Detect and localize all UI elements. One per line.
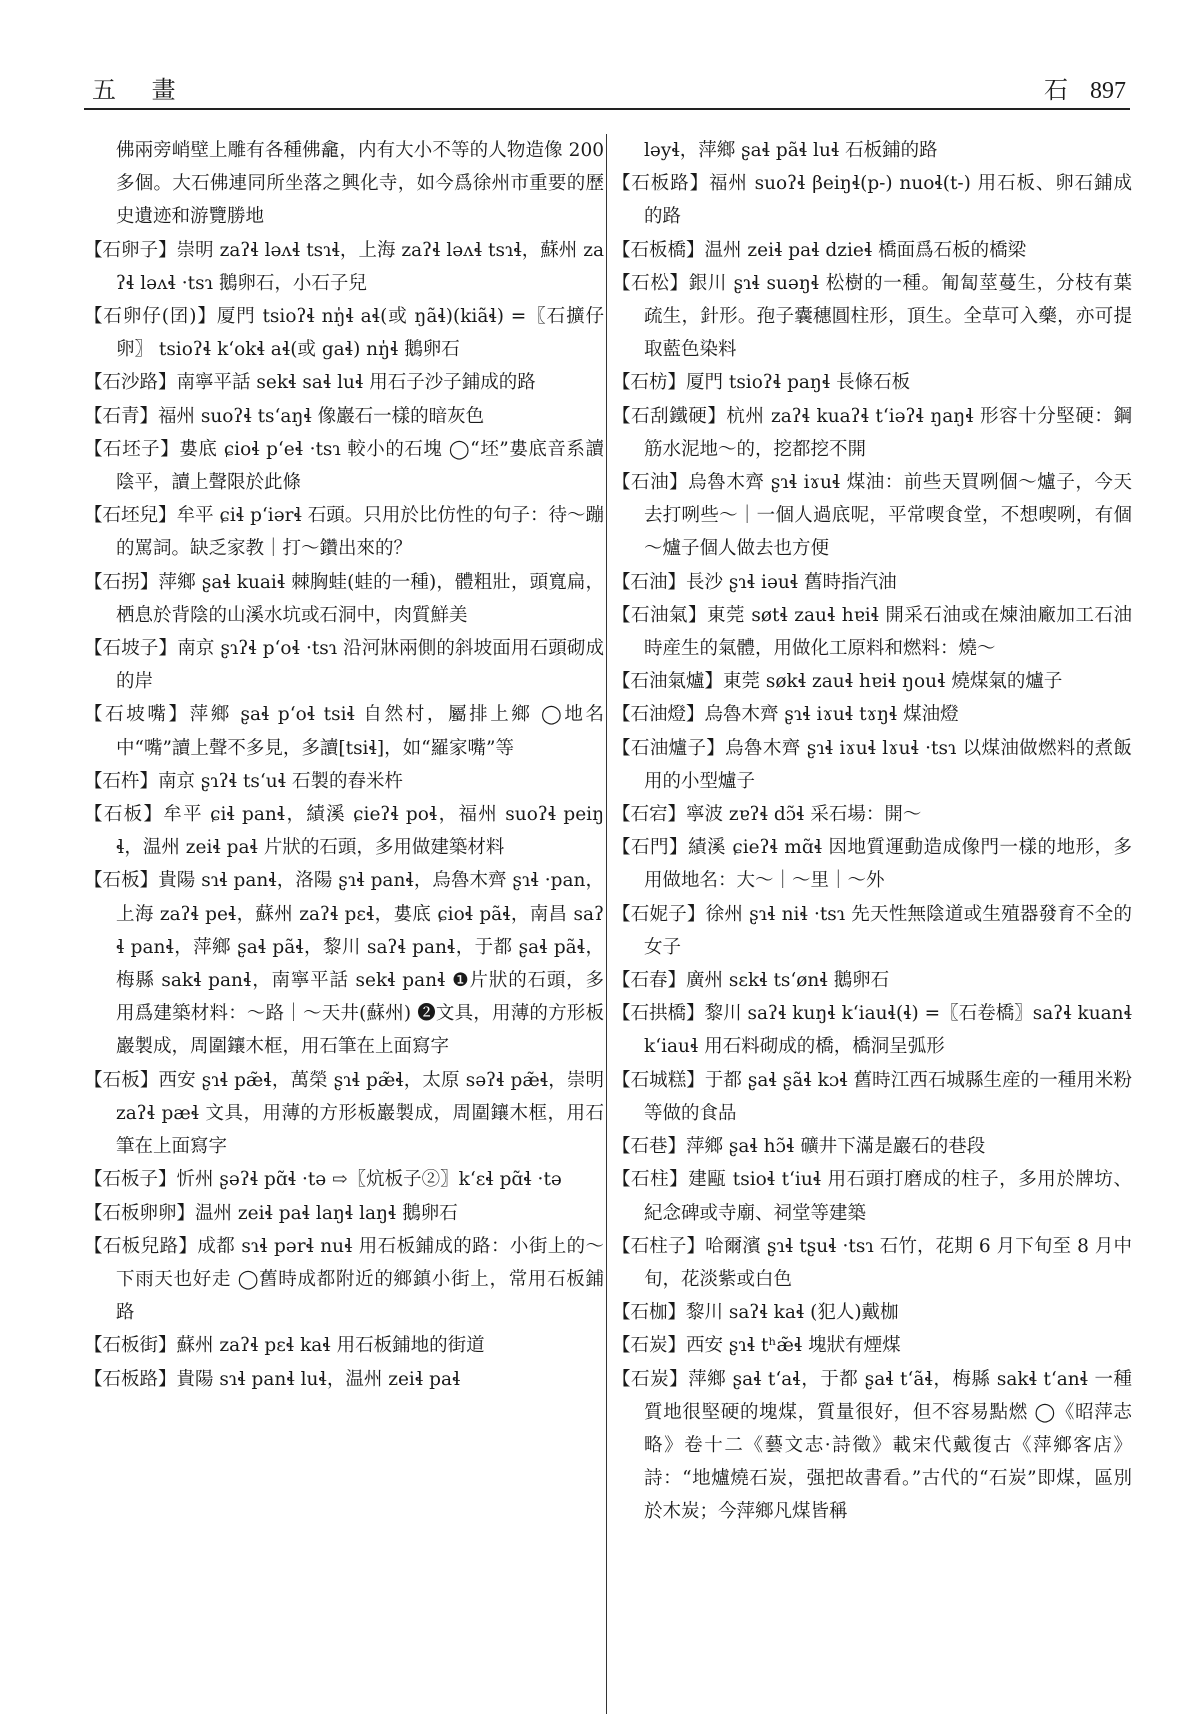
column-divider [606,134,607,1714]
dictionary-entry: 【石板】牟平 ɕiɬ panɬ，績溪 ɕieʔɬ poɬ，福州 suoʔɬ peiŋɬ，温州 zeiɬ paɬ 片狀的石頭，多用做建築材料 [84,804,604,859]
dictionary-entry: ləyɬ，萍鄉 ʂaɬ pãɬ luɬ 石板鋪的路 [644,140,938,161]
dictionary-entry: 【石坯子】婁底 ɕioɬ pʻeɬ ·tsɿ 較小的石塊 ◯“坯”婁底音系讀陰平，讀上聲限於此條 [84,438,604,494]
dictionary-entry: 【石炭】萍鄉 ʂaɬ tʻaɬ，于都 ʂaɬ tʻãɬ，梅縣 sakɬ tʻanɬ 一種質地很堅硬的塊煤，質量很好，但不容易點燃 ◯《昭萍志略》卷十二《藝文志·詩徵》載宋代戴復古《萍鄉客店》詩：“地爐燒石炭，强把故書看。”古代的“石炭”即煤，區別於木炭；今萍鄉凡煤皆稱 [612,1368,1132,1523]
dictionary-entry: 【石枷】黎川 saʔɬ kaɬ (犯人)戴枷 [612,1302,899,1324]
dictionary-entry: 【石板】西安 ʂɿɬ pæ̃ɬ，萬榮 ʂɿɬ pæ̃ɬ，太原 səʔɬ pæ̃ɬ，崇明 zaʔɬ pæɬ 文具，用薄的方形板巖製成，周圍鑲木框，用石筆在上面寫字 [84,1069,604,1158]
dictionary-entry: 【石板街】蘇州 zaʔɬ pɛɬ kaɬ 用石板鋪地的街道 [84,1335,485,1357]
dictionary-entry: 【石卵子】崇明 zaʔɬ ləʌɬ tsɿɬ，上海 zaʔɬ ləʌɬ tsɿɬ，蘇州 zaʔɬ ləʌɬ ·tsɿ 鵝卵石，小石子兒 [84,239,604,294]
dictionary-entry: 【石坯兒】牟平 ɕiɬ pʻiərɬ 石頭。只用於比仿性的句子：待～蹦的罵詞。缺乏家教｜打～鑽出來的？ [84,505,604,560]
dictionary-entry: 【石坡嘴】萍鄉 ʂaɬ pʻoɬ tsiɬ 自然村，屬排上鄉 ◯地名中“嘴”讀上聲不多見，多讀[tsiɬ]，如“羅家嘴”等 [84,704,604,759]
dictionary-entry: 【石松】銀川 ʂɿɬ suəŋɬ 松樹的一種。匍匐莖蔓生，分枝有葉疏生，針形。孢子囊穗圓柱形，頂生。全草可入藥，亦可提取藍色染料 [612,272,1132,361]
dictionary-entry: 【石拱橋】黎川 saʔɬ kuŋɬ kʻiauɬ(ɬ) =〖石卷橋〗saʔɬ kuanɬ kʻiauɬ 用石料砌成的橋，橋洞呈弧形 [612,1003,1132,1058]
dictionary-entry: 【石卵仔(囝)】厦門 tsioʔɬ nŋ̍ɬ aɬ(或 ŋãɬ)(kiãɬ) =〖石擴仔卵〗 tsioʔɬ kʻokɬ aɬ(或 gaɬ) nŋ̍ɬ 鵝卵石 [84,306,604,361]
dictionary-entry: 【石沙路】南寧平話 sekɬ saɬ luɬ 用石子沙子鋪成的路 [84,372,536,394]
dictionary-entry: 【石柱】建甌 tsioɬ tʻiuɬ 用石頭打磨成的柱子，多用於牌坊、紀念碑或寺廟、祠堂等建築 [612,1169,1132,1224]
dictionary-entry: 佛兩旁峭壁上雕有各種佛龕，内有大小不等的人物造像 200 多個。大石佛連同所坐落之興化寺，如今爲徐州市重要的歷史遺迹和游覽勝地 [116,140,604,228]
dictionary-entry: 【石杵】南京 ʂɿʔɬ tsʻuɬ 石製的舂米杵 [84,770,403,792]
dictionary-entry: 【石柱子】哈爾濱 ʂɿɬ tʂuɬ ·tsɿ 石竹，花期 6 月下旬至 8 月中旬，花淡紫或白色 [612,1235,1132,1290]
dictionary-entry: 【石板兒路】成都 sɿɬ pərɬ nuɬ 用石板鋪成的路：小街上的～下雨天也好走 ◯舊時成都附近的鄉鎮小街上，常用石板鋪路 [84,1235,604,1324]
dictionary-entry: 【石油】長沙 ʂɿɬ iəuɬ 舊時指汽油 [612,571,897,593]
header-char: 石 [1044,76,1068,104]
dictionary-entry: 【石坡子】南京 ʂɿʔɬ pʻoɬ ·tsɿ 沿河牀兩側的斜坡面用石頭砌成的岸 [84,638,604,693]
dictionary-entry: 【石板子】忻州 ʂəʔɬ pɑ̃ɬ ·tə ⇨〖炕板子②〗kʻɛɬ pɑ̃ɬ ·tə [84,1169,562,1191]
dictionary-entry: 【石拐】萍鄉 ʂaɬ kuaiɬ 棘胸蛙(蛙的一種)，體粗壯，頭寬扁，栖息於背陰的山溪水坑或石洞中，肉質鮮美 [84,571,604,626]
dictionary-entry: 【石青】福州 suoʔɬ tsʻaŋɬ 像巖石一樣的暗灰色 [84,405,485,427]
dictionary-entry: 【石板路】福州 suoʔɬ βeiŋɬ(p-) nuoɬ(t-) 用石板、卵石鋪成的路 [612,173,1132,228]
section-title: 五 畫 [92,76,190,104]
dictionary-entry: 【石枋】厦門 tsioʔɬ paŋɬ 長條石板 [612,372,911,394]
dictionary-entry: 【石妮子】徐州 ʂɿɬ niɬ ·tsɿ 先天性無陰道或生殖器發育不全的女子 [612,903,1132,958]
dictionary-entry: 【石刮鐵硬】杭州 zaʔɬ kuaʔɬ tʻiəʔɬ ŋaŋɬ 形容十分堅硬：鋼筋水泥地～的，挖都挖不開 [612,405,1132,460]
dictionary-entry: 【石炭】西安 ʂɿɬ tʰæ̃ɬ 塊狀有煙煤 [612,1335,901,1357]
dictionary-entry: 【石巷】萍鄉 ʂaɬ hɔ̃ɬ 礦井下滿是巖石的巷段 [612,1136,986,1158]
dictionary-entry: 【石板橋】温州 zeiɬ paɬ dzieɬ 橋面爲石板的橋梁 [612,239,1027,261]
page-number: 897 [1090,78,1126,104]
header-right [1044,70,1126,105]
dictionary-entry: 【石板路】貴陽 sɿɬ panɬ luɬ，温州 zeiɬ paɬ [84,1368,461,1390]
dictionary-entry: 【石城糕】于都 ʂaɬ ʂãɬ kɔɬ 舊時江西石城縣生産的一種用米粉等做的食品 [612,1069,1132,1124]
dictionary-entry: 【石油氣】東莞 søtɬ zauɬ hɐiɬ 開采石油或在煉油廠加工石油時産生的氣體，用做化工原料和燃料：燒～ [612,604,1132,660]
dictionary-entry: 【石門】績溪 ɕieʔɬ mɑ̃ɬ 因地質運動造成像門一樣的地形，多用做地名：大～｜～里｜～外 [612,837,1132,892]
dictionary-entry: 【石春】廣州 sɛkɬ tsʻønɬ 鵝卵石 [612,970,890,992]
dictionary-entry: 【石油爐子】烏魯木齊 ʂɿɬ iɤuɬ lɤuɬ ·tsɿ 以煤油做燃料的煮飯用的小型爐子 [612,737,1132,792]
dictionary-entry: 【石油氣爐】東莞 søkɬ zauɬ hɐiɬ ŋouɬ 燒煤氣的爐子 [612,671,1063,693]
right-column [612,134,1132,1529]
left-column [84,134,604,1396]
page-header [84,68,1130,110]
dictionary-entry: 【石油燈】烏魯木齊 ʂɿɬ iɤuɬ tɤŋɬ 煤油燈 [612,704,959,726]
dictionary-entry: 【石宕】寧波 zɐʔɬ dɔ̃ɬ 采石場：開～ [612,804,922,826]
dictionary-entry: 【石板】貴陽 sɿɬ panɬ，洛陽 ʂɿɬ panɬ，烏魯木齊 ʂɿɬ ·pan，上海 zaʔɬ peɬ，蘇州 zaʔɬ pɛɬ，婁底 ɕioɬ pãɬ，南昌 saʔɬ panɬ，萍鄉 ʂaɬ pãɬ，黎川 saʔɬ panɬ，于都 ʂaɬ pãɬ，梅縣 sakɬ panɬ，南寧平話 sekɬ panɬ ❶片狀的石頭，多用爲建築材料：～路｜～天井(蘇州) ❷文具，用薄的方形板巖製成，周圍鑲木框，用石筆在上面寫字 [84,870,604,1058]
dictionary-entry: 【石板卵卵】温州 zeiɬ paɬ laŋɬ laŋɬ 鵝卵石 [84,1202,458,1224]
dictionary-entry: 【石油】烏魯木齊 ʂɿɬ iɤuɬ 煤油：前些天買咧個～爐子，今天去打咧些～｜一個人過底呢，平常喫食堂，不想喫咧，有個～爐子個人做去也方便 [612,472,1132,560]
